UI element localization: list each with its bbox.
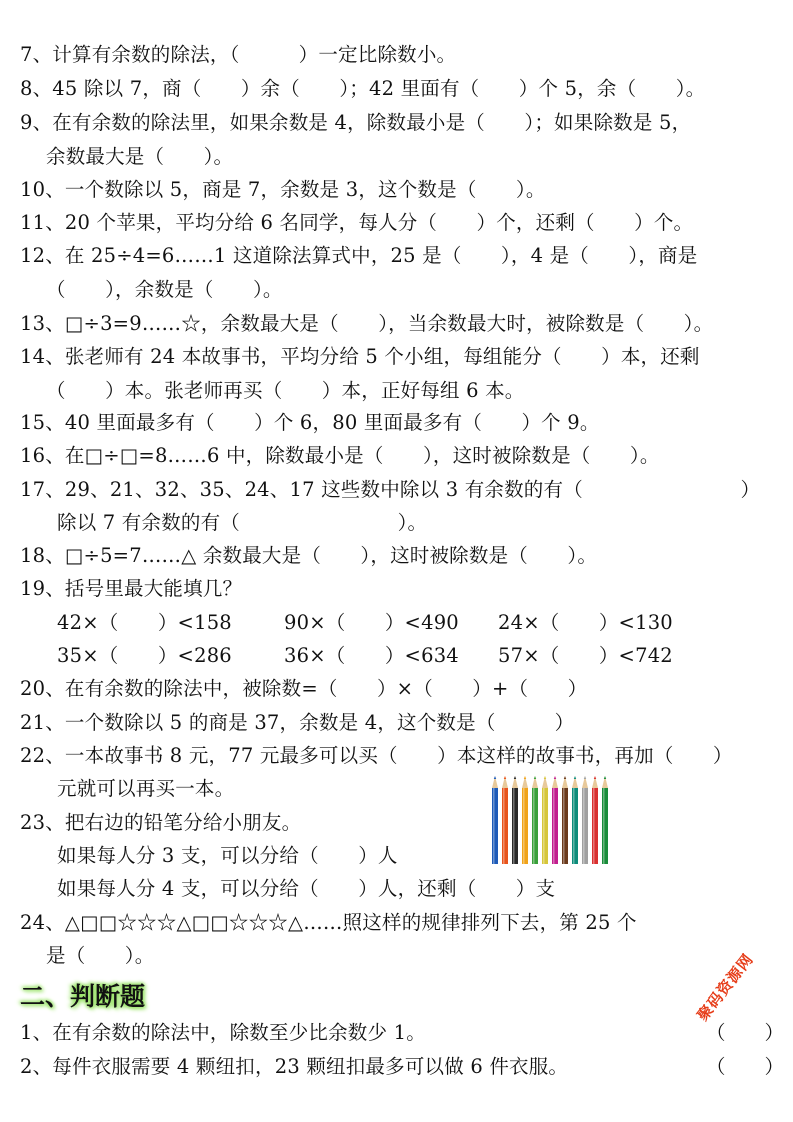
pencil bbox=[512, 776, 518, 864]
question-13: 13、□÷3=9……☆，余数最大是（ ），当余数最大时，被除数是（ ）。 bbox=[20, 312, 714, 335]
question-12: 12、在 25÷4=6……1 这道除法算式中，25 是（ ），4 是（ ），商是 bbox=[20, 244, 698, 267]
judge-2: 2、每件衣服需要 4 颗纽扣，23 颗纽扣最多可以做 6 件衣服。 bbox=[20, 1055, 569, 1078]
question-10: 10、一个数除以 5，商是 7，余数是 3，这个数是（ ）。 bbox=[20, 178, 546, 201]
question-17: 17、29、21、32、35、24、17 这些数中除以 3 有余数的有（ ） bbox=[20, 478, 761, 501]
pencil bbox=[542, 776, 548, 864]
question-14: 14、张老师有 24 本故事书，平均分给 5 个小组，每组能分（ ）本，还剩 bbox=[20, 345, 700, 368]
question-7: 7、计算有余数的除法，（ ）一定比除数小。 bbox=[20, 43, 457, 66]
question-12-cont: （ ），余数是（ ）。 bbox=[46, 278, 283, 301]
question-17-cont: 除以 7 有余数的有（ ）。 bbox=[57, 511, 428, 534]
question-23: 23、把右边的铅笔分给小朋友。 bbox=[20, 811, 302, 834]
judge-1: 1、在有余数的除法中，除数至少比余数少 1。 bbox=[20, 1021, 426, 1044]
pencil bbox=[582, 776, 588, 864]
judge-1-answer-paren: （ ） bbox=[706, 1021, 785, 1044]
pencil bbox=[502, 776, 508, 864]
question-20: 20、在有余数的除法中，被除数=（ ）×（ ）+（ ） bbox=[20, 677, 588, 700]
question-19-r2-a: 35×（ ）<286 bbox=[57, 644, 232, 667]
section-title-judgement: 二、判断题 bbox=[20, 982, 146, 1011]
pencil bbox=[492, 776, 498, 864]
pencil bbox=[572, 776, 578, 864]
pencil bbox=[532, 776, 538, 864]
question-21: 21、一个数除以 5 的商是 37，余数是 4，这个数是（ ） bbox=[20, 711, 575, 734]
question-11: 11、20 个苹果，平均分给 6 名同学，每人分（ ）个，还剩（ ）个。 bbox=[20, 211, 694, 234]
pencil bbox=[522, 776, 528, 864]
question-19-r2-b: 36×（ ）<634 bbox=[284, 644, 459, 667]
question-19-r1-c: 24×（ ）<130 bbox=[498, 611, 673, 634]
question-19-r2-c: 57×（ ）<742 bbox=[498, 644, 673, 667]
question-9: 9、在有余数的除法里，如果余数是 4，除数最小是（ ）；如果除数是 5， bbox=[20, 111, 692, 134]
pencils-image bbox=[488, 776, 610, 866]
question-22-cont: 元就可以再买一本。 bbox=[57, 777, 235, 800]
judge-2-answer-paren: （ ） bbox=[706, 1055, 785, 1078]
pencil bbox=[592, 776, 598, 864]
question-9-cont: 余数最大是（ ）。 bbox=[46, 145, 234, 168]
question-24: 24、△□□☆☆☆△□□☆☆☆△……照这样的规律排列下去，第 25 个 bbox=[20, 911, 637, 934]
question-19-r1-b: 90×（ ）<490 bbox=[284, 611, 459, 634]
pencil bbox=[562, 776, 568, 864]
question-16: 16、在□÷□=8……6 中，除数最小是（ ），这时被除数是（ ）。 bbox=[20, 444, 660, 467]
question-23-a: 如果每人分 3 支，可以分给（ ）人 bbox=[57, 844, 398, 867]
pencil bbox=[552, 776, 558, 864]
question-19: 19、括号里最大能填几？ bbox=[20, 577, 243, 600]
question-8: 8、45 除以 7，商（ ）余（ ）；42 里面有（ ）个 5，余（ ）。 bbox=[20, 77, 706, 100]
question-15: 15、40 里面最多有（ ）个 6，80 里面最多有（ ）个 9。 bbox=[20, 411, 600, 434]
question-14-cont: （ ）本。张老师再买（ ）本，正好每组 6 本。 bbox=[46, 379, 525, 402]
question-24-cont: 是（ ）。 bbox=[46, 944, 155, 967]
question-22: 22、一本故事书 8 元，77 元最多可以买（ ）本这样的故事书，再加（ ） bbox=[20, 744, 733, 767]
question-23-b: 如果每人分 4 支，可以分给（ ）人，还剩（ ）支 bbox=[57, 877, 556, 900]
watermark-logo: 聚码资源网 bbox=[693, 950, 758, 1025]
question-18: 18、□÷5=7……△ 余数最大是（ ），这时被除数是（ ）。 bbox=[20, 544, 598, 567]
question-19-r1-a: 42×（ ）<158 bbox=[57, 611, 232, 634]
pencil bbox=[602, 776, 608, 864]
